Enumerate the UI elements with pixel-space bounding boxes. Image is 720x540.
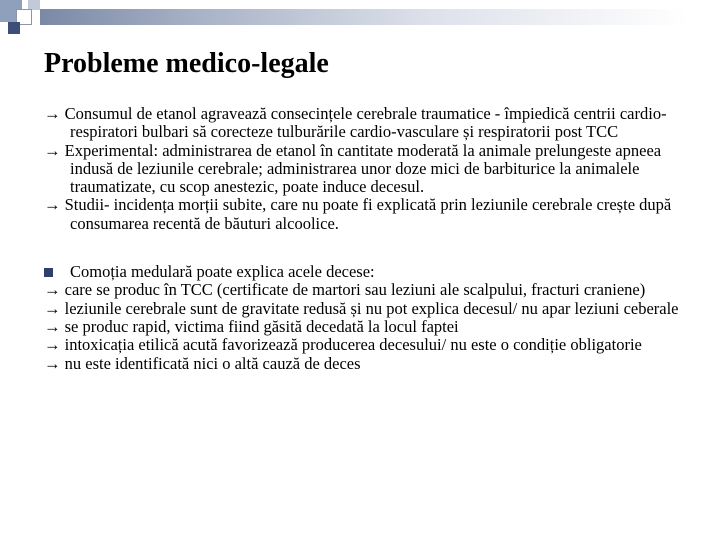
paragraph-rapid: → se produc rapid, victima fiind găsită decedată la locul faptei bbox=[44, 316, 459, 336]
paragraph-reduced-severity: → leziunile cerebrale sunt de gravitate redusă și nu pot explica decesul/ nu apar leziuni ceberale bbox=[44, 298, 679, 318]
paragraph-experimental: → Experimental: administrarea de etanol în cantitate moderată la animale prelungeste apneea indusă de leziunile cerebrale; administrarea unor doze mici de barbiturice la animalele traumatizate, cu scop anestezic, poate induce decesul. bbox=[44, 140, 662, 197]
paragraph-studies: → Studii- incidența morții subite, care nu poate fi explicată prin leziunile cerebrale crește după consumarea recentă de băuturi alcoolice. bbox=[44, 195, 672, 233]
square-bullet-icon bbox=[44, 268, 53, 277]
spacer bbox=[44, 233, 694, 263]
paragraph-no-other-cause: → nu este identificată nici o altă cauză de deces bbox=[44, 353, 361, 373]
bullet-item bbox=[44, 263, 694, 281]
slide-content bbox=[44, 105, 694, 373]
bullet-item-text: Comoția medulară poate explica acele decese: bbox=[70, 262, 375, 282]
paragraph-tcc: → care se produc în TCC (certificate de martori sau leziuni ale scalpului, fracturi craniene) bbox=[44, 280, 646, 300]
header-gradient-bar bbox=[40, 9, 688, 25]
slide-title: Probleme medico-legale bbox=[44, 48, 329, 79]
paragraph-intoxication: → intoxicația etilică acută favorizează producerea decesului/ nu este o condiție obligatorie bbox=[44, 335, 642, 355]
decor-square-dark bbox=[8, 22, 20, 34]
paragraph-ethanol-effects: → Consumul de etanol agravează consecințele cerebrale traumatice - împiedică centrii cardio-respiratori bulbari să corecteze tulburările cardio-vasculare și respiratorii post TCC bbox=[44, 104, 667, 142]
